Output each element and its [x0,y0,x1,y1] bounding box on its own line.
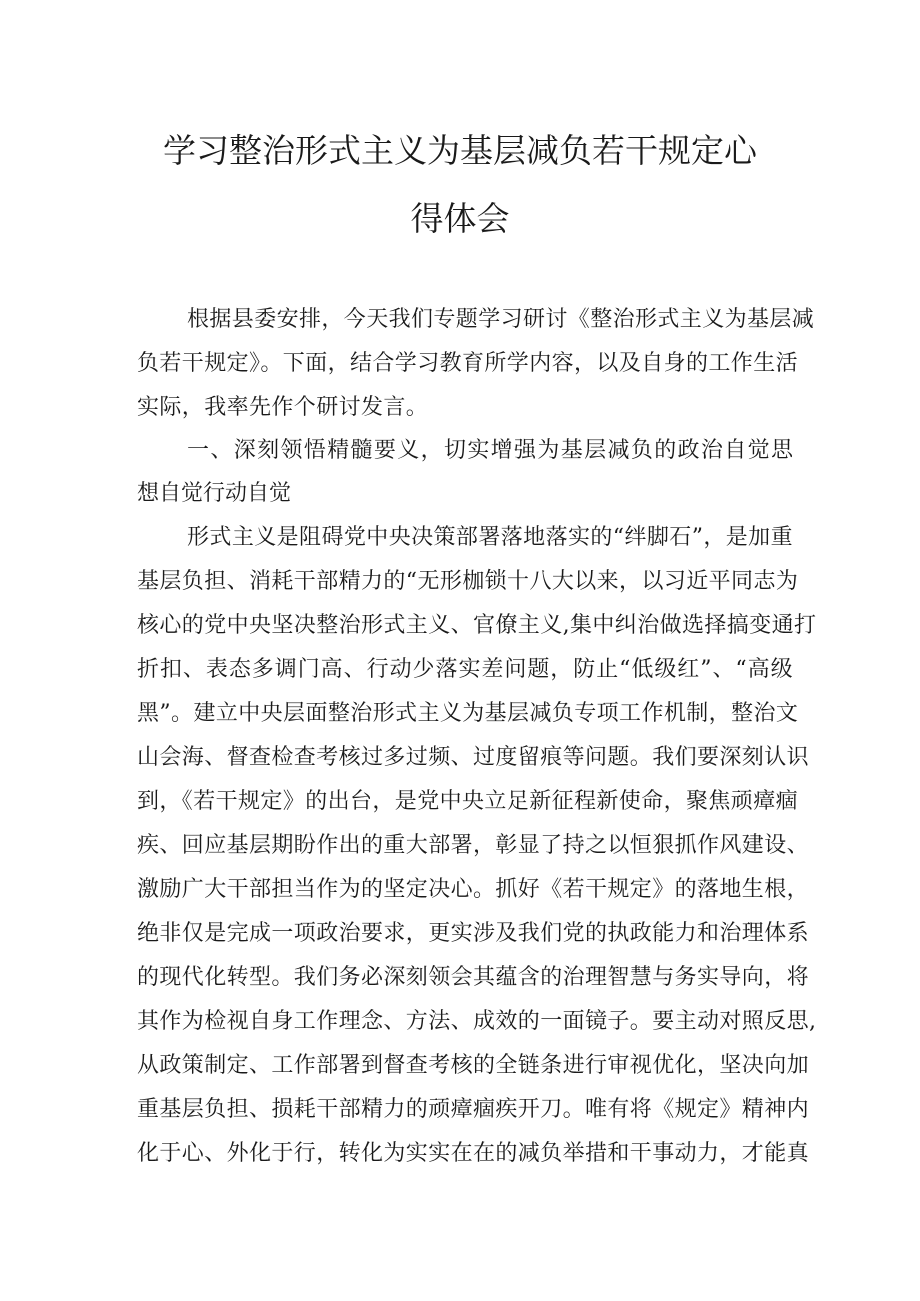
intro-line: 负若干规定》。下面，结合学习教育所学内容，以及自身的工作生活 [137,351,799,376]
body-line: 山会海、督查检查考核过多过频、过度留痕等问题。我们要深刻认识 [137,745,810,770]
body-line: 核心的党中央坚决整治形式主义、官僚主义,集中纠治做选择搞变通打 [137,613,817,638]
document-title-line-1: 学习整治形式主义为基层减负若干规定心 [163,131,757,170]
section-heading-line: 一、深刻领悟精髓要义，切实增强为基层减负的政治自觉思 [187,438,793,463]
section-heading-line: 想自觉行动自觉 [137,481,292,506]
body-line: 重基层负担、损耗干部精力的顽瘴痼疾开刀。唯有将《规定》精神内 [137,1097,810,1122]
body-line: 到，《若干规定》的出台，是党中央立足新征程新使命，聚焦顽瘴痼 [137,789,799,814]
intro-line: 根据县委安排，今天我们专题学习研讨《整治形式主义为基层减 [187,307,815,332]
body-line: 形式主义是阻碍党中央决策部署落地落实的“绊脚石”，是加重 [187,525,793,550]
body-line: 激励广大干部担当作为的坚定决心。抓好《若干规定》的落地生根， [137,877,810,902]
body-line: 从政策制定、工作部署到督查考核的全链条进行审视优化，坚决向加 [137,1053,810,1078]
document-title-line-2: 得体会 [410,199,510,238]
body-line: 黑”。建立中央层面整治形式主义为基层减负专项工作机制，整治文 [137,701,799,726]
body-line: 基层负担、消耗干部精力的“无形枷锁十八大以来，以习近平同志为 [137,569,799,594]
body-line: 折扣、表态多调门高、行动少落实差问题，防止“低级红”、“高级 [137,657,793,682]
body-line: 化于心、外化于行，转化为实实在在的减负举措和干事动力，才能真 [137,1141,810,1166]
body-line: 绝非仅是完成一项政治要求，更实涉及我们党的执政能力和治理体系 [137,921,810,946]
body-line: 其作为检视自身工作理念、方法、成效的一面镜子。要主动对照反思, [137,1009,817,1034]
body-line: 疾、回应基层期盼作出的重大部署，彰显了持之以恒狠抓作风建设、 [137,833,810,858]
body-line: 的现代化转型。我们务必深刻领会其蕴含的治理智慧与务实导向，将 [137,965,810,990]
intro-line: 实际，我率先作个研讨发言。 [137,395,429,420]
